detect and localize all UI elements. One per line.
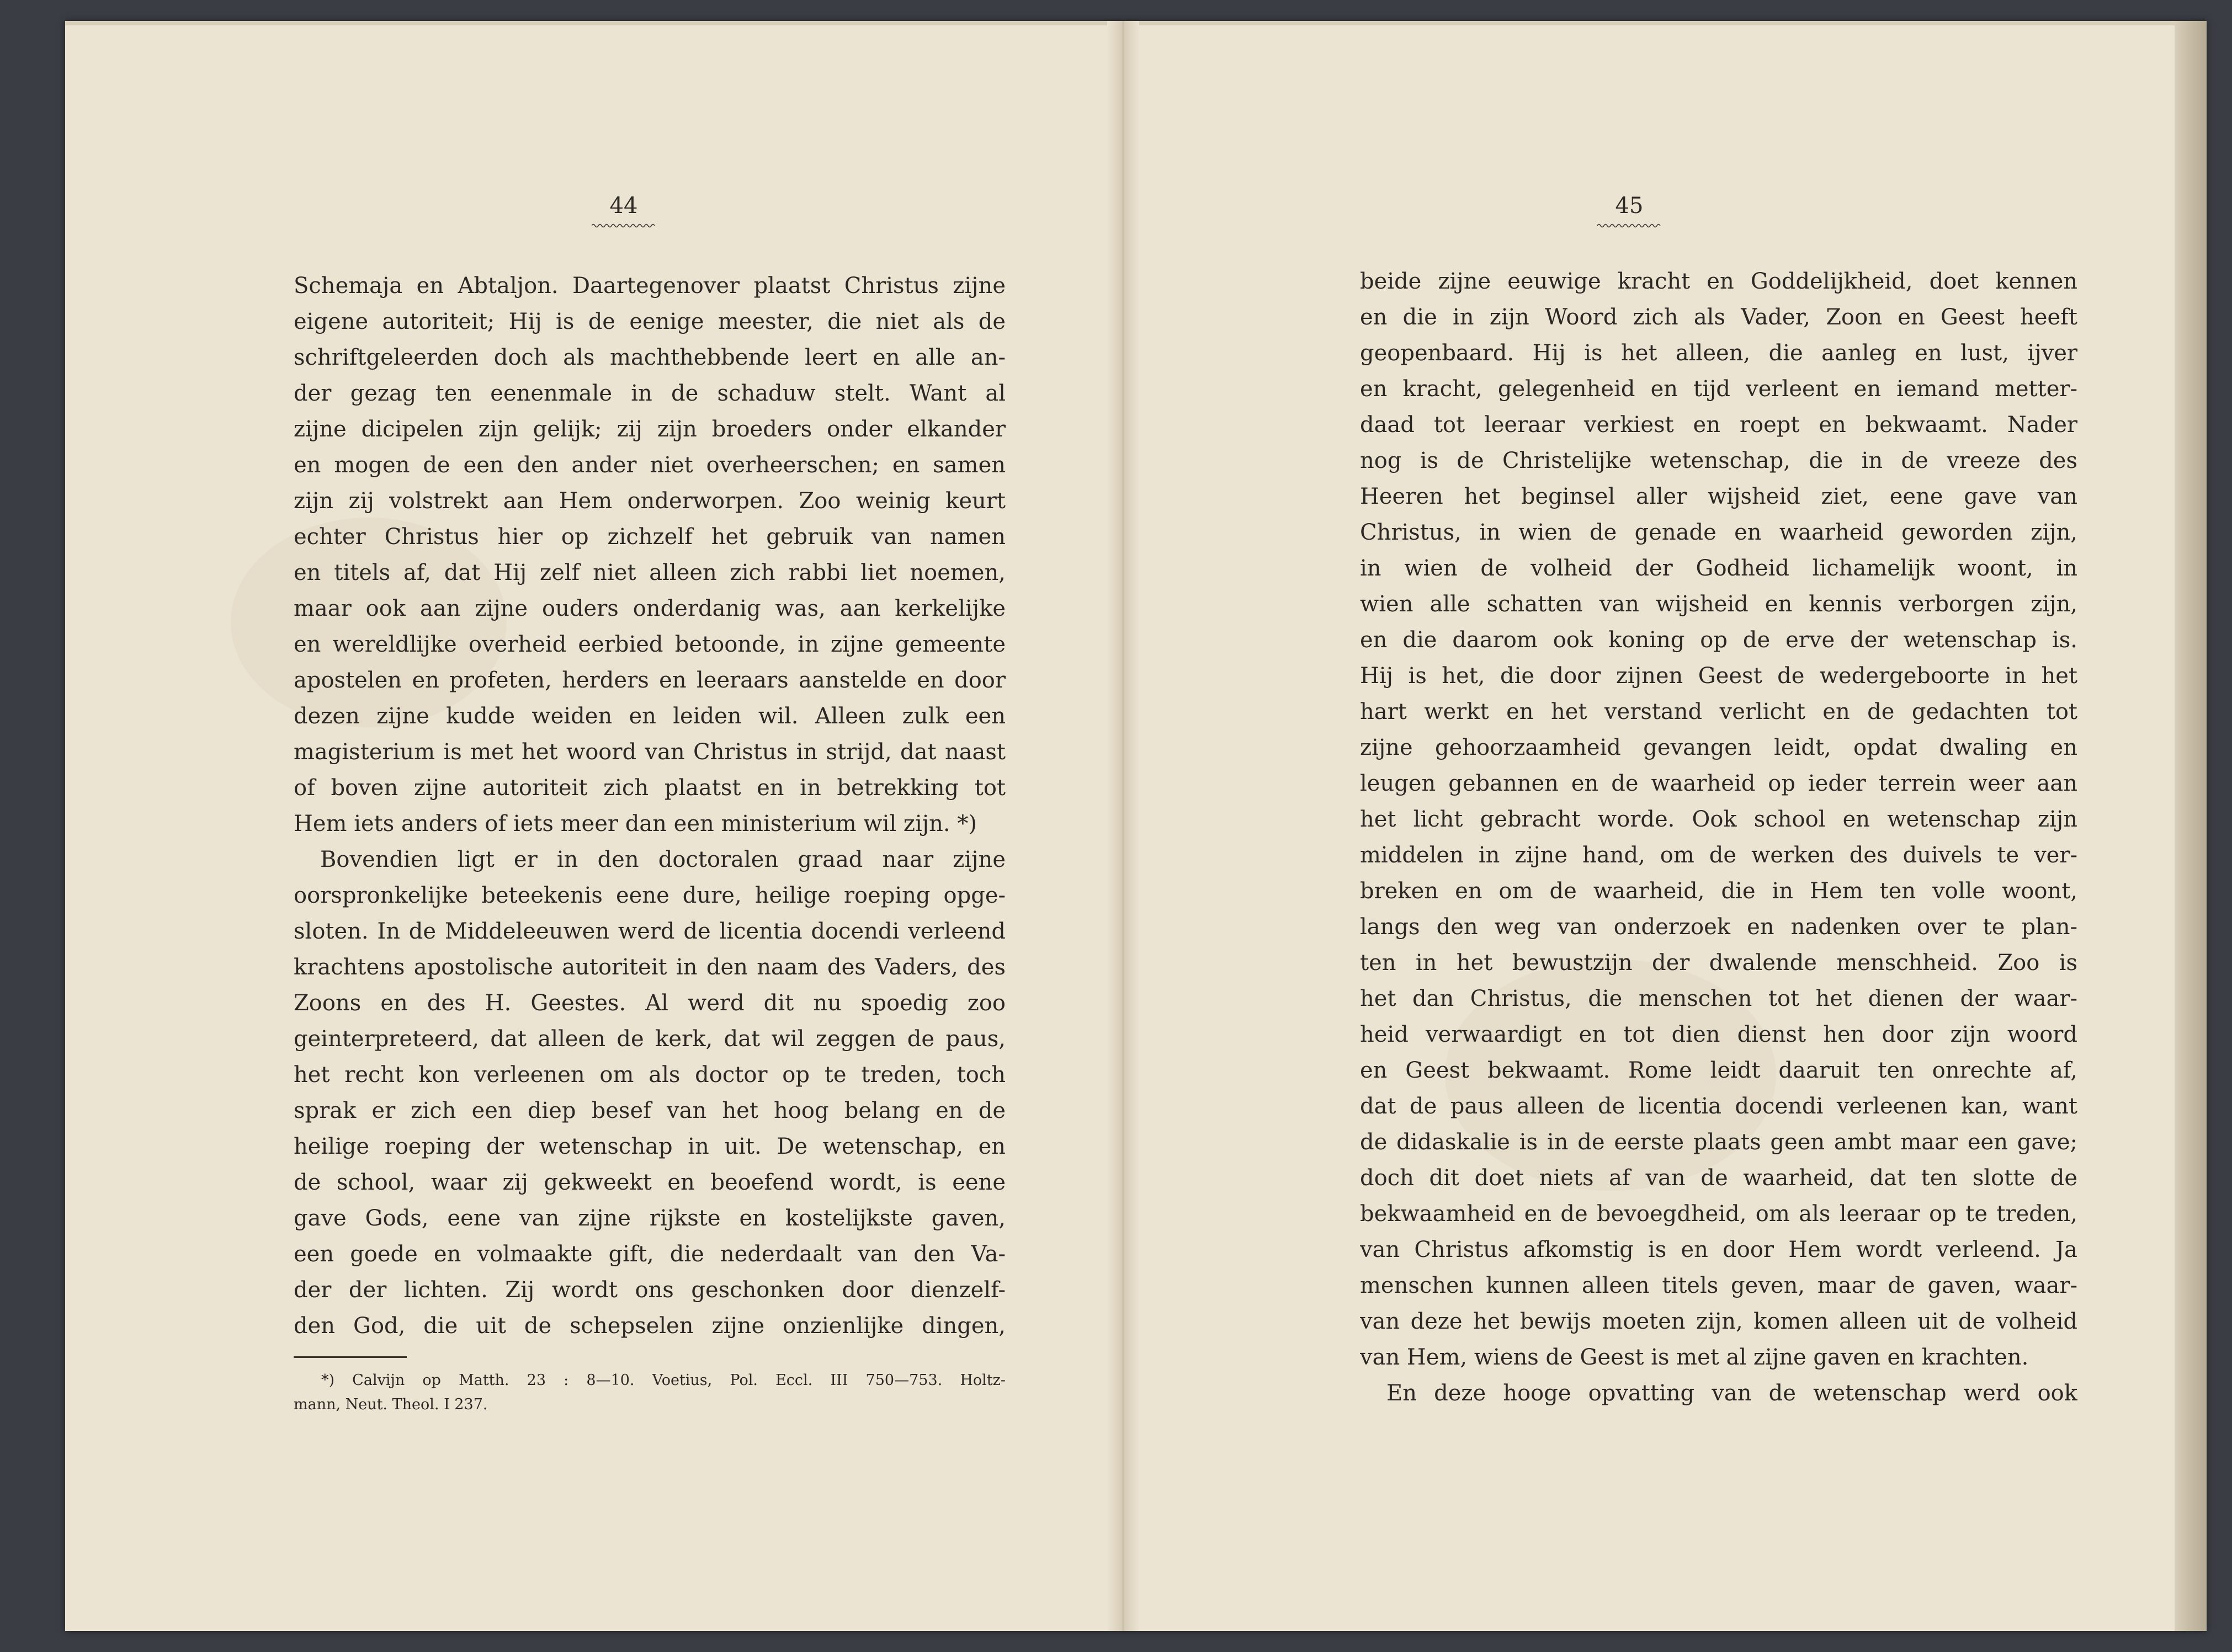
text-line: eigene autoriteit; Hij is de eenige meester, die niet als de [294,309,1006,334]
text-line: dat de paus alleen de licentia docendi verleenen kan, want [1360,1094,2077,1119]
text-line: magisterium is met het woord van Christus in strijd, dat naast [294,739,1006,765]
text-line: menschen kunnen alleen titels geven, maar de gaven, waar- [1360,1273,2077,1298]
text-line: van Hem, wiens de Geest is met al zijne gaven en krachten. [1360,1345,2029,1370]
text-line: oorspronkelijke beteekenis eene dure, heilige roeping opge- [294,883,1006,908]
text-line: Hem iets anders of iets meer dan een ministerium wil zijn. *) [294,811,977,836]
footnote-line: mann, Neut. Theol. I 237. [294,1396,488,1413]
text-line: heilige roeping der wetenschap in uit. De wetenschap, en [294,1134,1006,1159]
text-line: zijne gehoorzaamheid gevangen leidt, opdat dwaling en [1360,735,2077,760]
text-line: maar ook aan zijne ouders onderdanig was, aan kerkelijke [294,596,1006,621]
text-line: Zoons en des H. Geestes. Al werd dit nu spoedig zoo [294,990,1006,1016]
text-line: de didaskalie is in de eerste plaats geen ambt maar een gave; [1360,1129,2077,1155]
text-line: gave Gods, eene van zijne rijkste en kostelijkste gaven, [294,1206,1006,1231]
text-line: hart werkt en het verstand verlicht en de gedachten tot [1360,699,2077,724]
text-line: middelen in zijne hand, om de werken des duivels te ver- [1360,843,2077,868]
text-line: sprak er zich een diep besef van het hoog belang en de [294,1098,1006,1123]
text-line: en die daarom ook koning op de erve der wetenschap is. [1360,627,2077,653]
book-gutter [1107,21,1139,1631]
text-line: en die in zijn Woord zich als Vader, Zoon en Geest heeft [1360,305,2077,330]
text-line: beide zijne eeuwige kracht en Goddelijkheid, doet kennen [1360,269,2077,294]
text-line: sloten. In de Middeleeuwen werd de licentia docendi verleend [294,919,1006,944]
text-line: van Christus afkomstig is en door Hem wordt verleend. Ja [1360,1237,2077,1262]
text-line: Hij is het, die door zijnen Geest de wedergeboorte in het [1360,663,2077,689]
text-line: Bovendien ligt er in den doctoralen graad naar zijne [320,847,1006,872]
left-page [65,21,1107,1631]
text-line: het dan Christus, die menschen tot het dienen der waar- [1360,986,2077,1011]
text-line: geinterpreteerd, dat alleen de kerk, dat wil zeggen de paus, [294,1026,1006,1052]
text-line: in wien de volheid der Godheid lichamelijk woont, in [1360,556,2077,581]
footnote-rule [294,1356,407,1358]
book-spread [65,21,2207,1631]
right-page [1139,21,2175,1631]
text-line: leugen gebannen en de waarheid op ieder terrein weer aan [1360,771,2077,796]
footnote-line: *) Calvijn op Matth. 23 : 8—10. Voetius, Pol. Eccl. III 750—753. Holtz- [321,1372,1006,1389]
page-number: 45 [1615,193,1644,219]
text-line: heid verwaardigt en tot dien dienst hen door zijn woord [1360,1022,2077,1047]
text-line: En deze hooge opvatting van de wetenschap werd ook [1386,1381,2077,1406]
text-line: daad tot leeraar verkiest en roept en bekwaamt. Nader [1360,412,2077,438]
text-line: der der lichten. Zij wordt ons geschonken door dienzelf- [294,1277,1006,1303]
footnote [294,1368,1006,1417]
page-number: 44 [609,193,638,219]
text-line: krachtens apostolische autoriteit in den naam des Vaders, des [294,955,1006,980]
text-line: apostelen en profeten, herders en leeraars aanstelde en door [294,668,1006,693]
text-line: het licht gebracht worde. Ook school en wetenschap zijn [1360,807,2077,832]
text-line: wien alle schatten van wijsheid en kennis verborgen zijn, [1360,591,2077,617]
text-line: nog is de Christelijke wetenschap, die in de vreeze des [1360,448,2077,473]
text-line: het recht kon verleenen om als doctor op te treden, toch [294,1062,1006,1088]
text-line: en kracht, gelegenheid en tijd verleent en iemand metter- [1360,376,2077,402]
text-line: zijn zij volstrekt aan Hem onderworpen. Zoo weinig keurt [294,488,1006,514]
text-line: dezen zijne kudde weiden en leiden wil. Alleen zulk een [294,704,1006,729]
wavy-rule-ornament [1597,223,1661,228]
text-line: van deze het bewijs moeten zijn, komen alleen uit de volheid [1360,1309,2077,1334]
text-line: echter Christus hier op zichzelf het gebruik van namen [294,524,1006,550]
text-line: Christus, in wien de genade en waarheid geworden zijn, [1360,520,2077,545]
right-page-body [1360,264,2077,1411]
text-line: of boven zijne autoriteit zich plaatst en in betrekking tot [294,775,1006,801]
text-line: de school, waar zij gekweekt en beoefend wordt, is eene [294,1170,1006,1195]
text-line: en mogen de een den ander niet overheerschen; en samen [294,452,1006,478]
text-line: zijne dicipelen zijn gelijk; zij zijn broeders onder elkander [294,417,1006,442]
text-line: breken en om de waarheid, die in Hem ten volle woont, [1360,878,2077,904]
text-line: en Geest bekwaamt. Rome leidt daaruit ten onrechte af, [1360,1058,2077,1083]
text-line: geopenbaard. Hij is het alleen, die aanleg en lust, ijver [1360,340,2077,366]
text-line: Schemaja en Abtaljon. Daartegenover plaatst Christus zijne [294,273,1006,299]
text-line: bekwaamheid en de bevoegdheid, om als leeraar op te treden, [1360,1201,2077,1227]
wavy-rule-ornament [592,223,656,228]
text-line: doch dit doet niets af van de waarheid, dat ten slotte de [1360,1165,2077,1191]
text-line: en wereldlijke overheid eerbied betoonde, in zijne gemeente [294,632,1006,657]
page-fore-edge [2175,21,2207,1631]
text-line: Heeren het beginsel aller wijsheid ziet, eene gave van [1360,484,2077,509]
text-line: een goede en volmaakte gift, die nederdaalt van den Va- [294,1241,1006,1267]
text-line: den God, die uit de schepselen zijne onzienlijke dingen, [294,1313,1006,1339]
text-line: schriftgeleerden doch als machthebbende leert en alle an- [294,345,1006,370]
text-line: langs den weg van onderzoek en nadenken over te plan- [1360,914,2077,940]
text-line: der gezag ten eenenmale in de schaduw stelt. Want al [294,381,1006,406]
text-line: en titels af, dat Hij zelf niet alleen zich rabbi liet noemen, [294,560,1006,585]
text-line: ten in het bewustzijn der dwalende menschheid. Zoo is [1360,950,2077,976]
left-page-body [294,268,1006,1344]
